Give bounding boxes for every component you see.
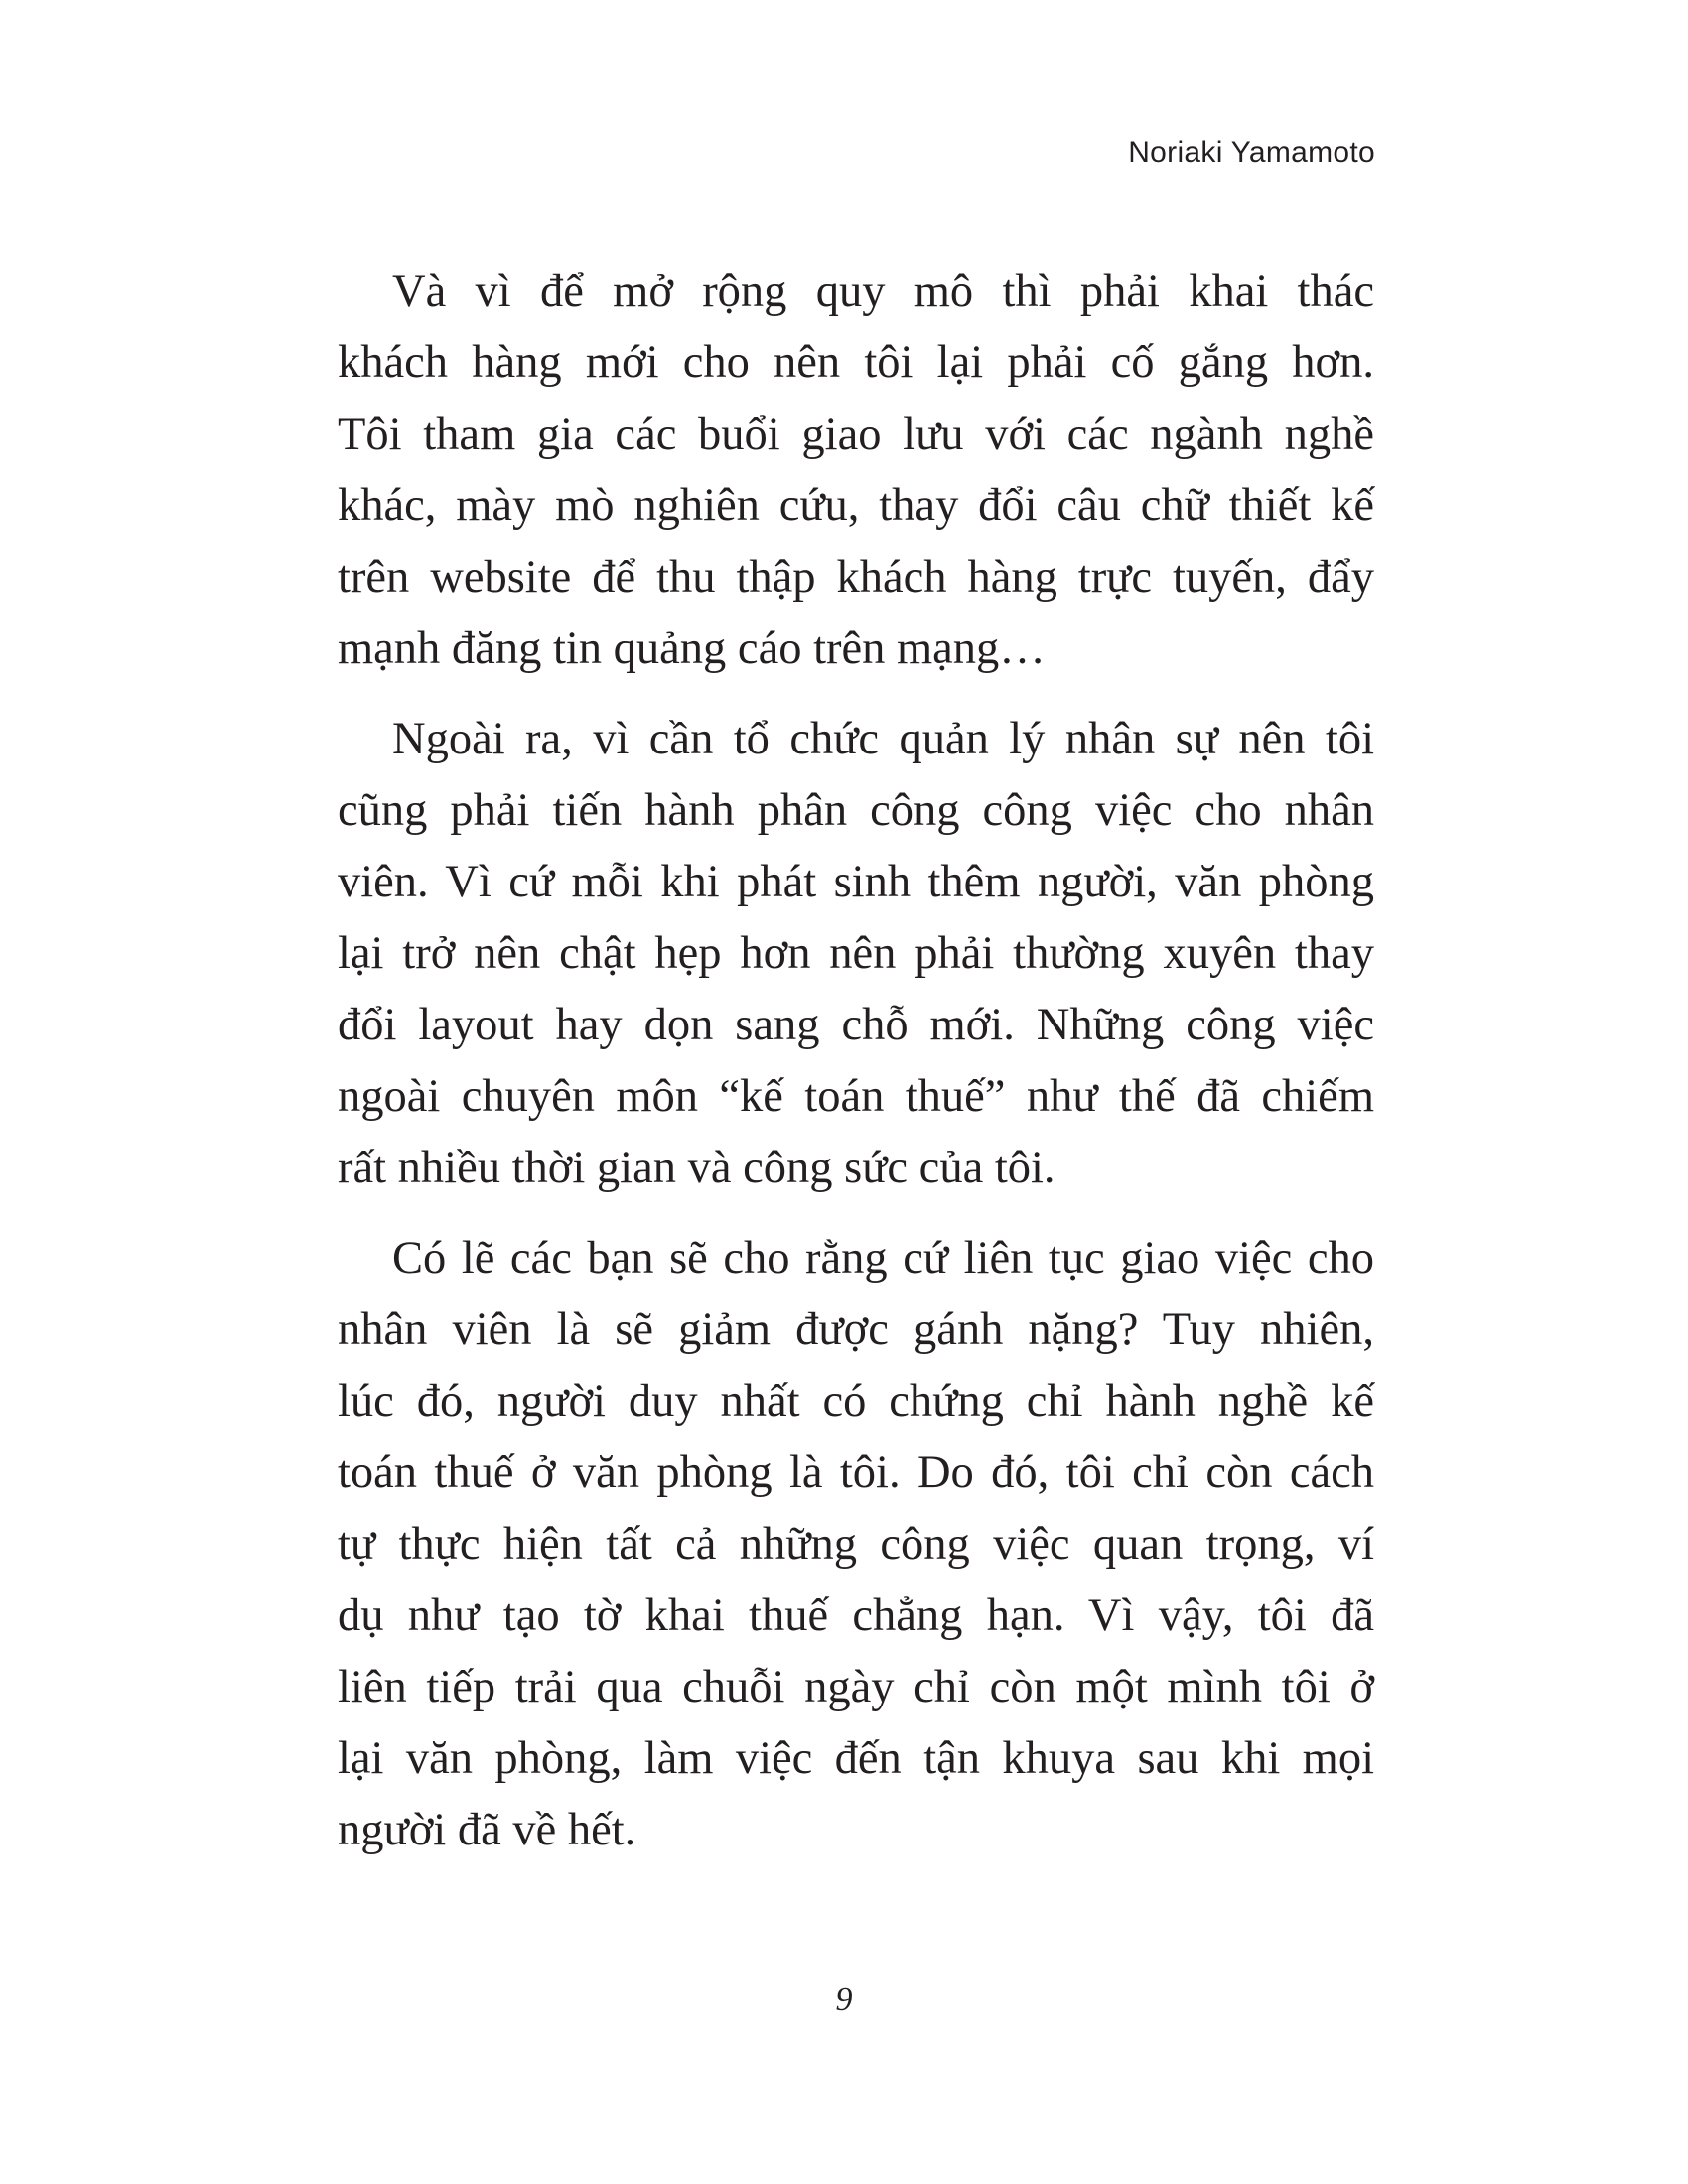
text-line: lúc đó, người duy nhất có chứng chỉ hành nghề kế <box>338 1376 1374 1427</box>
text-line: Và vì để mở rộng quy mô thì phải khai thác <box>392 266 1374 317</box>
page-number: 9 <box>835 1981 853 2018</box>
text-line: Ngoài ra, vì cần tổ chức quản lý nhân sự nên tôi <box>392 714 1374 764</box>
text-line: tự thực hiện tất cả những công việc quan trọng, ví <box>338 1519 1374 1570</box>
paragraph-3 <box>338 1223 1374 1866</box>
text-line: đổi layout hay dọn sang chỗ mới. Những công việc <box>338 1000 1374 1050</box>
text-line: nhân viên là sẽ giảm được gánh nặng? Tuy nhiên, <box>338 1304 1374 1355</box>
text-line: cũng phải tiến hành phân công công việc cho nhân <box>338 785 1374 836</box>
text-line: toán thuế ở văn phòng là tôi. Do đó, tôi chỉ còn cách <box>338 1447 1374 1498</box>
text-line: người đã về hết. <box>338 1805 636 1855</box>
text-line: Có lẽ các bạn sẽ cho rằng cứ liên tục giao việc cho <box>392 1233 1374 1284</box>
text-line: ngoài chuyên môn “kế toán thuế” như thế đã chiếm <box>338 1071 1374 1122</box>
text-line: dụ như tạo tờ khai thuế chẳng hạn. Vì vậy, tôi đã <box>338 1590 1374 1641</box>
text-line: Tôi tham gia các buổi giao lưu với các ngành nghề <box>338 409 1374 460</box>
text-line: khách hàng mới cho nên tôi lại phải cố gắng hơn. <box>338 338 1374 388</box>
text-line: liên tiếp trải qua chuỗi ngày chỉ còn một mình tôi ở <box>338 1662 1374 1712</box>
text-line: rất nhiều thời gian và công sức của tôi. <box>338 1143 1055 1193</box>
running-header-author: Noriaki Yamamoto <box>1128 136 1375 169</box>
text-line: khác, mày mò nghiên cứu, thay đổi câu chữ thiết kế <box>338 480 1374 531</box>
paragraph-2 <box>338 704 1374 1204</box>
paragraph-1 <box>338 256 1374 685</box>
text-line: viên. Vì cứ mỗi khi phát sinh thêm người, văn phòng <box>338 857 1374 907</box>
text-line: lại văn phòng, làm việc đến tận khuya sau khi mọi <box>338 1733 1374 1784</box>
text-line: trên website để thu thập khách hàng trực tuyến, đẩy <box>338 552 1374 603</box>
body-text <box>338 256 1374 1885</box>
text-line: mạnh đăng tin quảng cáo trên mạng… <box>338 623 1046 674</box>
text-line: lại trở nên chật hẹp hơn nên phải thường xuyên thay <box>338 928 1374 979</box>
